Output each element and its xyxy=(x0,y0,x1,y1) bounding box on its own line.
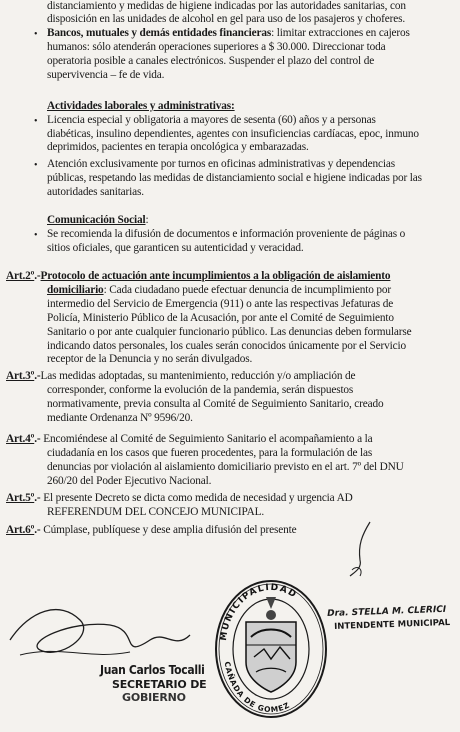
laborales-b2-l3: autoridades sanitarias. xyxy=(47,186,144,198)
art4-l3: denuncias por violación al aislamiento domiciliario previsto en el art. 7º del DNU xyxy=(47,461,404,473)
top-line-2: disposición en las unidades de alcohol en gel para uso de los pasajeros y choferes. xyxy=(47,13,406,25)
art5-label: Art.5º xyxy=(6,492,35,504)
art2-l2: intermedio del Servicio de Emergencia (911) o ante las respectivas Jefaturas de xyxy=(47,298,394,310)
comunicacion-b1-l2: sitios oficiales, que garanticen su autenticidad y veracidad. xyxy=(47,242,304,254)
art3-line-1 xyxy=(6,370,355,383)
left-signer-title-1: SECRETARIO DE xyxy=(112,678,207,691)
art2-dash: .- xyxy=(34,270,41,282)
bancos-line-4: supervivencia – fe de vida. xyxy=(47,69,165,81)
laborales-b1-l3: deprimidos, pacientes en terapia oncológica y embarazadas. xyxy=(47,141,309,153)
art2-l4: Sanitario o por ante cualquier funcionario público. Las denuncias deben formularse xyxy=(47,326,412,338)
right-signer-title: INTENDENTE MUNICIPAL xyxy=(334,617,451,632)
art5-l2: REFERENDUM DEL CONCEJO MUNICIPAL. xyxy=(47,506,265,518)
art4-l1: Encomiéndese al Comité de Seguimiento Sanitario el acompañamiento a la xyxy=(40,433,373,445)
bancos-line-2: humanos: sólo atenderán operaciones superiores a $ 30.000. Direccionar toda xyxy=(47,41,386,53)
laborales-b1-l1: Licencia especial y obligatoria a mayores de sesenta (60) años y a personas xyxy=(47,114,376,126)
seal-bottom-text: CAÑADA DE GOMEZ xyxy=(222,660,292,715)
top-line-1: distanciamiento y medidas de higiene indicadas por las autoridades sanitarias, con xyxy=(47,0,406,12)
signature-scribble-left xyxy=(0,590,200,670)
bancos-line-1 xyxy=(47,27,410,40)
art2-l3: Policía, Ministerio Público de la Acusación, por ante el Comité de Seguimiento xyxy=(47,312,394,324)
laborales-b2-l2: públicas, respetando las medidas de distanciamiento social e higiene indicadas por las xyxy=(47,172,422,184)
laborales-b1-l2: diabéticas, insulino dependientes, agentes con insuficiencias cardíacas, epoc, inmuno xyxy=(47,128,419,140)
laborales-title: Actividades laborales y administrativas: xyxy=(47,100,235,112)
art2-l1-rest: : Cada ciudadano puede efectuar denuncia de incumplimiento por xyxy=(103,284,392,296)
comunicacion-b1-l1: Se recomienda la difusión de documentos e información proveniente de páginas o xyxy=(47,228,406,240)
art2-l5: indicando datos personales, los cuales serán conocidos únicamente por el Servicio xyxy=(47,340,406,352)
art2-l6: receptor de la Denuncia y no serán divulgados. xyxy=(47,353,253,365)
laborales-b2-l1: Atención exclusivamente por turnos en oficinas administrativas y dependencias xyxy=(47,158,395,170)
art3-l1: Las medidas adoptadas, su mantenimiento, reducción y/o ampliación de xyxy=(40,370,356,382)
bullet-icon: • xyxy=(34,29,38,40)
art5-line-1 xyxy=(6,492,353,505)
bancos-title: Bancos, mutuales y demás entidades financieras xyxy=(47,27,272,39)
art6-label: Art.6º xyxy=(6,524,35,536)
art5-l1: El presente Decreto se dicta como medida de necesidad y urgencia AD xyxy=(40,492,353,504)
art4-l2: ciudadanía en los casos que fueren procedentes, para la formulación de las xyxy=(47,447,373,459)
art3-l4: mediante Ordenanza Nº 9596/20. xyxy=(47,412,193,424)
left-signer-title-2: GOBIERNO xyxy=(122,691,186,704)
art6-l1: Cúmplase, publíquese y dese amplia difusión del presente xyxy=(40,524,297,536)
art3-l2: corresponder, conforme la evolución de la pandemia, serán dispuestos xyxy=(47,384,354,396)
bullet-icon: • xyxy=(34,160,38,171)
art3-dash: .- xyxy=(34,370,41,382)
comunicacion-title: Comunicación Social xyxy=(47,214,146,226)
bullet-icon: • xyxy=(34,230,38,241)
art4-line-1 xyxy=(6,433,372,446)
art2-line-1 xyxy=(6,270,390,283)
bancos-line-1-rest: : limitar extracciones en cajeros xyxy=(271,27,410,39)
art3-label: Art.3º xyxy=(6,370,35,382)
right-signer-name: Dra. STELLA M. CLERICI xyxy=(327,604,447,619)
comunicacion-colon: : xyxy=(145,214,149,226)
bullet-icon: • xyxy=(34,116,38,127)
art2-title-l1: Protocolo de actuación ante incumplimientos a la obligación de aislamiento xyxy=(40,270,391,282)
art2-title-l2: domiciliario xyxy=(47,284,104,296)
art6-dash: .- xyxy=(34,524,41,536)
comunicacion-title-line xyxy=(47,214,149,227)
seal-icon xyxy=(206,567,336,727)
art4-label: Art.4º xyxy=(6,433,35,445)
art3-l3: normativamente, previa consulta al Comité de Seguimiento Sanitario, creado xyxy=(47,398,384,410)
art4-dash: .- xyxy=(34,433,41,445)
art2-label: Art.2º xyxy=(6,270,35,282)
art5-dash: .- xyxy=(34,492,41,504)
art6-line-1 xyxy=(6,524,296,537)
municipal-seal xyxy=(206,567,336,727)
art4-l4: 260/20 del Poder Ejecutivo Nacional. xyxy=(47,475,212,487)
bancos-line-3: operatoria posible a canales electrónicos. Suspender el plazo del control de xyxy=(47,55,375,67)
seal-top-text: MUNICIPALIDAD xyxy=(218,582,299,642)
art2-line-2 xyxy=(47,284,391,297)
left-signer-name: Juan Carlos Tocalli xyxy=(100,663,205,677)
